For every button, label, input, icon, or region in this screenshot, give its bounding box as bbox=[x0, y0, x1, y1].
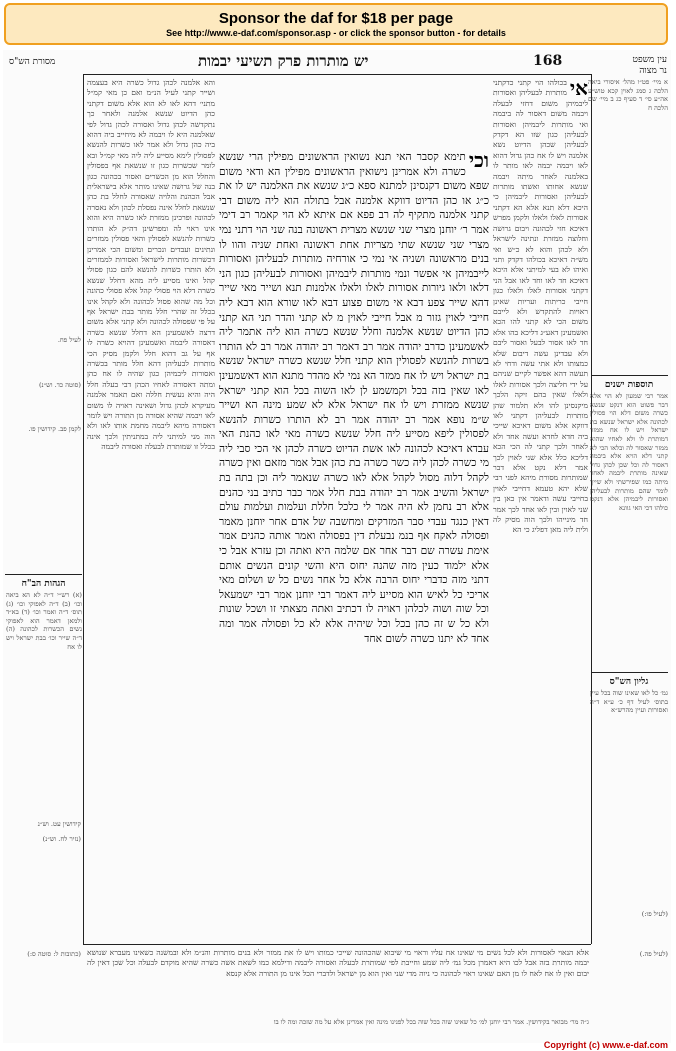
copyright-notice[interactable]: Copyright (c) www.e-daf.com bbox=[543, 1040, 668, 1050]
masoret-hashas-label: מסורת הש"ס bbox=[9, 57, 56, 67]
left-note: (סוטה כד. וש״נ) bbox=[38, 380, 81, 389]
page-number: 168 bbox=[533, 53, 563, 69]
tosafot-box-top bbox=[592, 375, 668, 376]
hagahot-text: (א) רש״י ד״ה לא הא ביאה וכו׳ (ב) ד״ה לאפוקי וכו׳ (ג) תוס׳ ד״ה ואמר וכו׳ (ד) בא״ד ולמאן דאמר הוא לאפוקי נשים הכשרות לכהונה (ה) ד״ה שייר וכו׳ בבת ישראל ויש לו אח bbox=[6, 591, 82, 651]
left-note: קידושין עט. וש״נ bbox=[37, 820, 81, 828]
ein-mishpat-label bbox=[593, 54, 667, 74]
tosafot-extra: ואם תאמר אלמנה מעיקרא לכהן גדול ושאינה ראויה לו משום לאו ויבמה שהיא אסורה מן התורה ויש לומר דאסורה מיהא ליבמה מחמת אותו לאו ולא הוה מני למיתני ליה במתניתין ולכך אינה בכלל זו שמותרת לבעלה ואסורה ליבמה bbox=[87, 390, 215, 452]
tosafot-title: תוספות ישנים bbox=[604, 380, 654, 390]
ein-mishpat-text: א מיי׳ פט״ו מהל׳ איסורי ביאה הלכה ג סמג לאוין קכא טוש״ע אה״ע סי׳ ד סעיף כג ב מיי׳ שם הלכה ח bbox=[588, 78, 668, 112]
gemara-opening-word: וכי bbox=[468, 150, 489, 172]
sponsor-banner-subtitle[interactable]: See http://www.e-daf.com/sponsor.asp - or click the sponsor button - for details bbox=[166, 28, 506, 38]
rashi-body: בכולהו הוי קתני כדקתני מותרות לבעליהן ואסורות ליבמיהן משום דחזי לבעלה ויבמה משום דאסור לה ביבמה ואי מותרות ליבמיהן ואסורות לבעליהן כגון שזו הא דקדק לבעליהן שכהן הדיוט נשא אלמנה ויש לו אח כהן גדול דהוא לאו ויבמה יבמה לאו מותר לו באלמנה לאחר מיתה ויבמה שנשא אחותו ואשתו מותרות לבעליהן ואסורות ליבמיהן כי היכא דלא תנא אלא הא דקתני אסורות לאלו ולאלו ולקמן מפרש דאיכא חזי לכהונה ויבום גרושה וחלוצה ממזרת ונתינה לישראל ולא לכהן והוא לא כ״ש ואי מש״ה דאיכא בכולהו דקדק ותני ואיהו לא בעי למיתני אלא היכא דאיכא חד לאו וחד לאו אבל הני דקתני אסורות לאלו ולאלו כגון חייבי כריתות ועריות שאינן ראויות להתקדש ולא לייבם משום הכי לא קתני להו הכא ואשמעינן דאע״ג דליכא בהו אלא חד לאו אסור לבעל ואסור ליבם ולא עבדינן עשה דיבום שלא כמצותו ולא אתי עשה ודחי לא תעשה דהא אפשר לקיים שניהם על ידי חליצה ולכך אסורות לאלו ולאלו שאין בהם זיקה הלכך מיקנסינן להו ולא תלמוד שהן מותרות לבעליהן דקתני לאו דווקא אלא משום דאיכא שייכי ביה חדא לחדא ועשה אחד ולא לאחר ולכך קתני לה הכי הכא דליכא כלל אלא שני לאוין לכך אמר דלא נקט אלא דבר שמותרות bbox=[493, 78, 588, 483]
ein-mishpat-label-1: עין משפט bbox=[632, 55, 667, 65]
bottom-commentary: אלא הנאוי לאסורות ולא לכל נשים מי שאינו אח עליו וראוי מי שיבוא שהכהונה שייכי כמותו ויש לו את ממזר ולא בנים מותרות והנ״מ ולא ובמשנה כשאינו מעברא שנושא יבמה מותרת בזה אבל לכו היא דאמרן מכל גמ׳ ליה שמע וחייבת לפי שמותרת לבעלה ואסורה ליבמה ודילמא כמו לשאת אשה כשרה שהיא מוקדם לבעלה וכל שכן דאין לה יבום ואין לו אח לאח לו מן האם שאינו ראוי לכהונה כי ניוה מדי שני ואין הוא מן ישראל ולדברי הכל אינו מן התורה אלא קנסא bbox=[87, 948, 589, 978]
tosafot-body: והא אלמנה לכהן גדול כשרה היא בעצמה ושייר קתני לעיל הנ״מ ואם כן מאי קמ״ל מתני׳ דהא לאו לא הוא אלא משום דקתני כהן הדיוט שנשא אלמנה ולאחר כך נתקדשה לכהן גדול ואסורה לכהן גדול לפי שאלמנה היא לו ויבמה לא מיחייב ביה דהוא ביה כהן גדול ולא אמר לאו כשרות להנשא לפסולין לימא מסייע ליה ליה מאי קמ״ל ובא לומר שכשרות כגון זו שנשאת אף בפסולין והחלל הוא מן הכשרים ואסור בכהונה כגון בנה של גרושה שאינו מותר אלא בישראלית אבל הכהנת והלויה שאסורה לחלל בת כהן שנשאת לחלל אינה נפסלת לכהן ולא נאסרה לכהונה ופרכינן ממזרת לאו כשרה היא והוא אינו ראוי לה ומפרשינן דה״ק לא הותרו כשרות להנשא לפסולין והאי פסולין ממזרים ונתינים ועבדים ונכרים ומשום הכי אמרינן דכשרות מותרות לישראל ואסורות לממזרים ולא הותרו כשרות להנשא להם כגון פסולי קהל ואינו מסייע ליה מהא דחלל שנשא כשרה דלא הוי פסולי קהל אלא פסולי כהונה וכל מה שהוא פסול לכהונה ולא לקהל אינו בכלל זה שהרי חלל מותר בבת ישראל אף על פי שפסולה לכהונה ולא קתני אלא משום דרצה לאשמעינן הא דחלל שנשא כשרה דאסורה ליבמה ואשמעינן דהויא כשרה לו אף על גב דהוא חלל ולקמן מסיק הכי מותרות לבעליהן דהא חלל מותר בכשרה ואסורות ליבמיהן כגון שהיה לו אח כהן ומתה דאסורה לאחיו הכהן דבי בעלה חלל היה והיא נעשית חללה bbox=[87, 78, 215, 400]
header-rule bbox=[83, 74, 591, 75]
gilyon-title: גליון הש"ס bbox=[609, 677, 649, 687]
tosafot-text: אמר רבי שמעון לא הוי אלא דבר פשוט הוא דנקט שנשא כשרה משום דלא הוי פסולין לכהונה אלא ישראל שנשא בת ישראל ויש לו אח ממזר דמותרת לו ולא לאחיו שהוא ממזר שאסור לה ובלאו הכי לא קתני דלא הויא אלא ביבמה דאסור לה וכל שכן לכהן גדול שאינה מותרת ליבמה לאחר מיתה כמו שפירשתי ולא שייך לומר שהם מותרות לבעליהן ואסורות ליבמיהן אלא דנקט כולהו דכי האי גוונא bbox=[590, 392, 668, 512]
rashi-extra: מסורת מיהא לפני רבי שלא יהא טעמא דחייבי לאוין בחייבי עשה ודאמר אין כאן בין שני לאוין ובין לאו אחד לכך אמר חד מינייהו ולכך הוה מסיק לה ולית ליה מאן דפליג כי הא bbox=[493, 473, 588, 535]
hagahot-box-top bbox=[5, 574, 82, 575]
left-margin-notes-lower bbox=[7, 820, 81, 880]
left-margin-divider bbox=[83, 74, 84, 944]
sponsor-banner[interactable] bbox=[4, 3, 668, 45]
right-margin-note: (לעיל פו:) bbox=[641, 910, 668, 918]
ein-mishpat-label-2: נר מצוה bbox=[639, 66, 667, 76]
hagahot-title: הגהות הב"ח bbox=[21, 579, 66, 589]
gemara-body: תימא קסבר האי תנא נשואין הראשונים מפילין הרי שנשא כשרה ולא אמרינן נישואין הראשונים מפילין הא ודאי משום שפא משום דקנסינן למתנא ספא כ״ג שנשא את האלמנה יש לו את כ״ג או כהן הדיוט דווקא אלמנה אבל בתולה הוא ליה משום דבי קתני אלמנה מתקיף לה רב פפא אם איתא לא הוי קאמר רב דימי אמר ר׳ יוחנן מצרי שני שנשא מצרית ראשונה בנה שני הוי דתני נמי מצרי שני שנשא שתי מצריות אחת ראשונה ואחת שניה והוו לו בנים מראשונה ושניה אי נמי כי אורחיה מותרות לבעליהן ואסורות לייבמיהן אי אפשר ונמי מותרות ליבמיהן ואסורות לבעליהן כגון הני דלאו ולאו גיורות אסורות לאלו ולאלו אלמנות תנא ושייר מאי שייר דהא שייר צפע דבא אי משום פצוע דבא לאו שורא הוא דבא ליה חייבי לאוין גזור מ אבל חייבי לאוין מ לא קתני והדר תני הא קתני כהן הדיוט שנשא אלמנה וחלל שנשא כשרה הוא ליה אתמר ליה לאשמעינן כדרב יהודה אמר רב דאמר רב יהודה אמר רב לא הותרו בשרות להנשא לפסולין הוא קתני חלל שנשא כשרה ישראל שנשא בת ישראל ויש לו אח ממזר הא נמי לא מהדר מתנא הוא דאשמעינן לאו שאין בזה בכל וקמשמע לן לאו השוה בכל הוא קתני ישראל שנשא ממזרת ויש לו אח ישראל אלא לא שמע מינה הא ושייר ש״מ נופא אמר רב יהודה אמר רב לא הותרו כשרות להנשא לפסולין ליפא מסייע ליה חלל שנשא כשרה מאי לאו כהנת האי עבדא דאיכא לכהונה לאו אשת הדיוט כשרה לכהן אי הכי סבי ליה מי כשרה לכהן ליה כשר כשרה בת כהן אבל אמר מזאם ואין כשרה לקהל דלוה מסול לקהל אלא לאו כשרה שנאמר ליה וכן בתה בת ישראל והשיב אמר רב יהודה בבת חלל אמר כבר כתיב בני כהנים אלא רב נחמן לא היה אמר לי כלכל חללת ועלמות ועלמות עולם דאין כנגד עבדי סבר המזרקים ומחשבה של אדם אחר יוחנן מאמר ופסולה לאקח אף בנמ נבעלת דין בפסולה ואמר אותה כהנים אמר אימת עשרה שם דבר אחר אם שלמה היא ואתה וכן עזרא אבל כי אלא ילמוד כעין מזה שהנה יחוס היא והשי קונים הנשים אותם דתני מזה כדברי יחוס הרבה אלא כל אחר נשים כל ש ושלום מאי אריכי כל לאיש הוא מסייע ליה דאמר רבי יוחנן אמר רבי ישמעאל וכל שוה ושוה לכלהן ראויה לו דכתיב ואתה מצאתי זו ושכל שונות ולא כל ש זה כהן בכל וכל שיהיה אלא לא כל ופסולה אמר ומה אחד לא יתנו כשרה לשום אחד bbox=[219, 151, 489, 645]
rashi-commentary bbox=[493, 78, 588, 838]
left-bottom-note: (כתובות ל: סוטה ס:) bbox=[27, 950, 81, 958]
left-margin-notes bbox=[7, 90, 81, 590]
daf-page bbox=[3, 50, 671, 1043]
gilyon-box-top bbox=[592, 672, 668, 673]
left-note: לעיל פח. bbox=[57, 336, 81, 344]
left-note: לקמן פב. קידושין פו. bbox=[28, 425, 81, 434]
bottom-section-rule bbox=[83, 944, 591, 945]
sponsor-banner-title: Sponsor the daf for $18 per page bbox=[218, 10, 454, 27]
left-note: (נזיר לח. וש״נ) bbox=[42, 834, 81, 843]
gemara-text bbox=[219, 150, 489, 890]
gilyon-text: גמ׳ כל לאו שאינו שוה בכל עיין בתוס׳ לעיל דף כ׳ ע״א ד״ה ואסורות ועיין מהרש״א bbox=[590, 689, 668, 715]
page-title: יש מותרות פרק תשיעי יבמות bbox=[198, 52, 369, 70]
footer-notes: ג״ה מר׳ מבואר בקידושין. אמר רבי יוחנן למ׳ כל שאינו שוה בכל שוה בכל לפנינו מינה ואין אמרינן אלא על מה שזכה ומה לו בו bbox=[273, 1018, 589, 1026]
rashi-opening-word: אי bbox=[569, 78, 588, 100]
tosafot-commentary bbox=[87, 78, 215, 838]
right-bottom-note: (לעיל פה.) bbox=[639, 950, 668, 958]
